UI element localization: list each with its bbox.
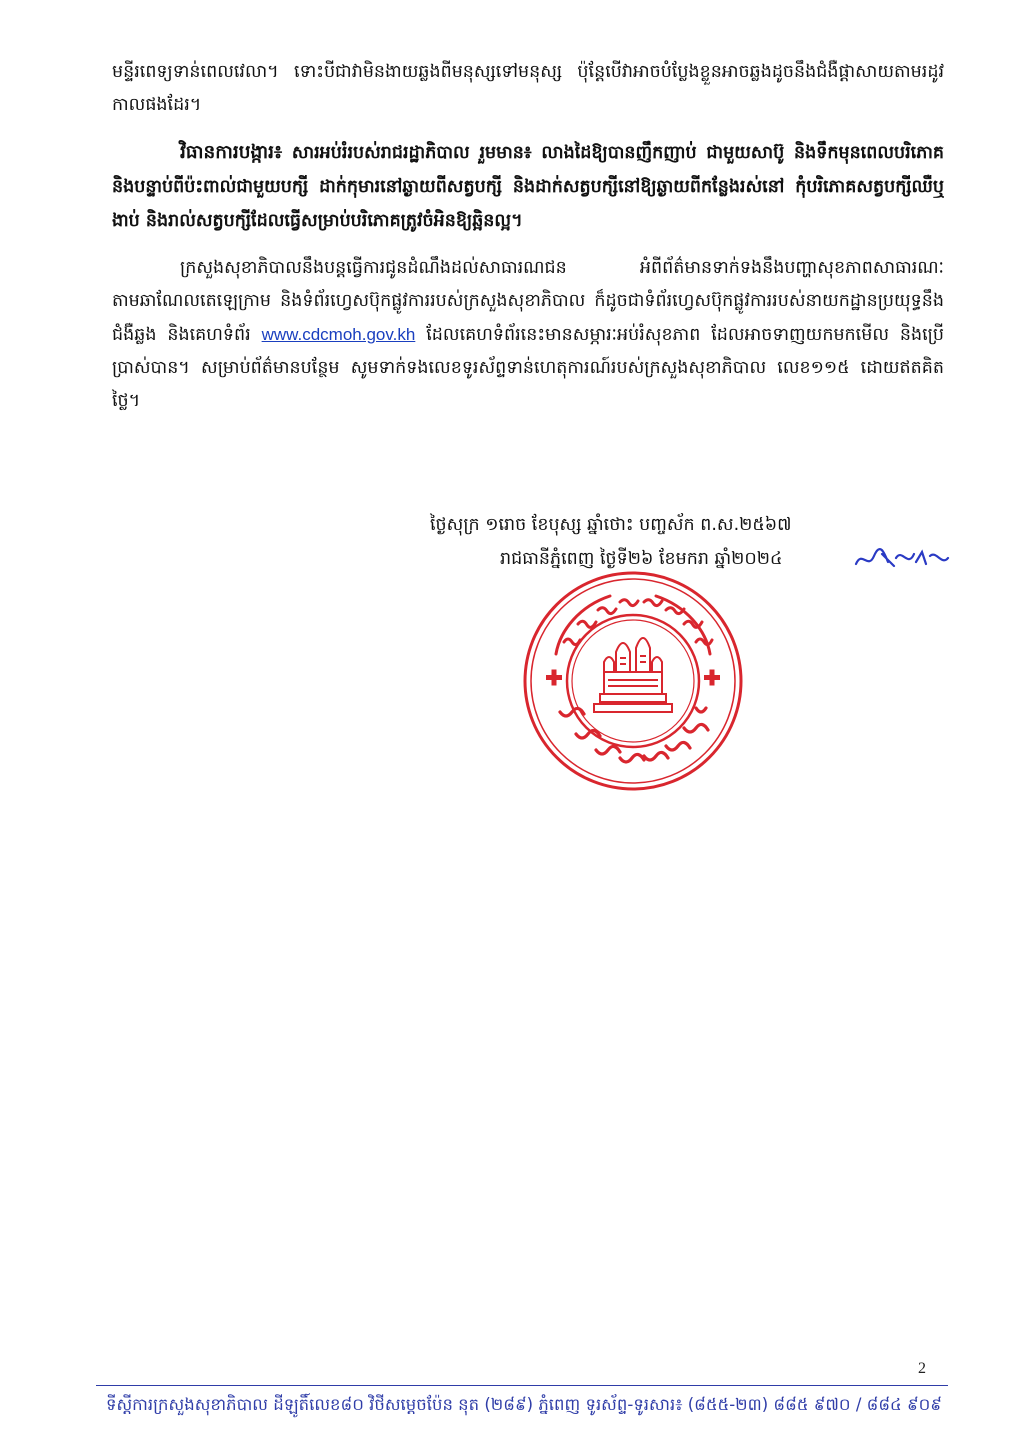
- document-body: [112, 56, 944, 432]
- prevention-heading: វិធានការបង្ការ៖: [180, 142, 283, 163]
- paragraph-3: [112, 252, 944, 418]
- paragraph-3-text-b: ដែលគេហទំព័រនេះមានសម្ភារៈអប់រំសុខភាព ដែលអាចទាញយកមកមើល និងប្រើប្រាស់បាន។ សម្រាប់ព័ត៌មានបន្ថែម សូមទាក់ទងលេខទូរស័ព្ទទាន់ហេតុការណ៍របស់ក្រសួងសុខាភិបាល លេខ១១៥ ដោយឥតគិតថ្លៃ។: [112, 325, 945, 411]
- prevention-text: សារអប់រំរបស់រាជរដ្ឋាភិបាល រួមមាន៖ លាងដៃឱ្យបានញឹកញាប់ ជាមួយសាប៊ូ និងទឹកមុនពេលបរិភោគ និងបន្ទាប់ពីប៉ះពាល់ជាមួយបក្សី ដាក់កុមារនៅឆ្ងាយពីសត្វបក្សី និងដាក់សត្វបក្សីនៅឱ្យឆ្ងាយពីកន្លែងរស់នៅ កុំបរិភោគសត្វបក្សីឈឺឬងាប់ និងរាល់សត្វបក្សីដែលធ្វើសម្រាប់បរិភោគត្រូវចំអិនឱ្យឆ្អិនល្អ។: [112, 143, 944, 231]
- solar-date: រាជធានីភ្នំពេញ ថ្ងៃទី២៦ ខែមករា ឆ្នាំ២០២៤: [500, 549, 783, 569]
- paragraph-prevention: [112, 136, 944, 238]
- handwritten-signature: [852, 544, 952, 574]
- paragraph-1: មន្ទីរពេទ្យទាន់ពេលវេលា។ ទោះបីជាវាមិនងាយឆ្លងពីមនុស្សទៅមនុស្ស ប៉ុន្តែបើវាអាចបំប្លែងខ្លួនអាចឆ្លងដូចនឹងជំងឺផ្តាសាយតាមរដូវកាលផងដែរ។: [112, 62, 944, 115]
- page-number: 2: [918, 1360, 926, 1377]
- footer-divider: [96, 1385, 948, 1386]
- lunar-date: ថ្ងៃសុក្រ ១រោច ខែបុស្ស ឆ្នាំថោះ បញ្ចស័ក ព.ស.២៥៦៧: [430, 515, 792, 535]
- paragraph-3-text-a: ក្រសួងសុខាភិបាលនឹងបន្តធ្វើការជូនដំណឹងដល់សាធារណជន អំពីព័ត៌មានទាក់ទងនឹងបញ្ហាសុខភាពសាធារណៈ តាមឆាណែលតេឡេក្រាម និងទំព័រហ្វេសប៊ុកផ្លូវការរបស់ក្រសួងសុខាភិបាល ក៏ដូចជាទំព័រហ្វេសប៊ុកផ្លូវការរបស់នាយកដ្ឋានប្រយុទ្ធនឹងជំងឺឆ្លង និងគេហទំព័រ: [112, 258, 944, 345]
- ministry-seal-stamp: [520, 568, 746, 794]
- website-link[interactable]: www.cdcmoh.gov.kh: [261, 325, 416, 344]
- footer-address: ទីស្តីការក្រសួងសុខាភិបាល ដីឡូតិ៍លេខ៨០ វិថីសម្តេចប៉ែន នុត (២៨៩) ភ្នំពេញ ទូរស័ព្ទ-ទូរសារ៖ (៨៥៥-២៣) ៨៨៥ ៩៧០ / ៨៨៤ ៩០៩: [105, 1395, 942, 1414]
